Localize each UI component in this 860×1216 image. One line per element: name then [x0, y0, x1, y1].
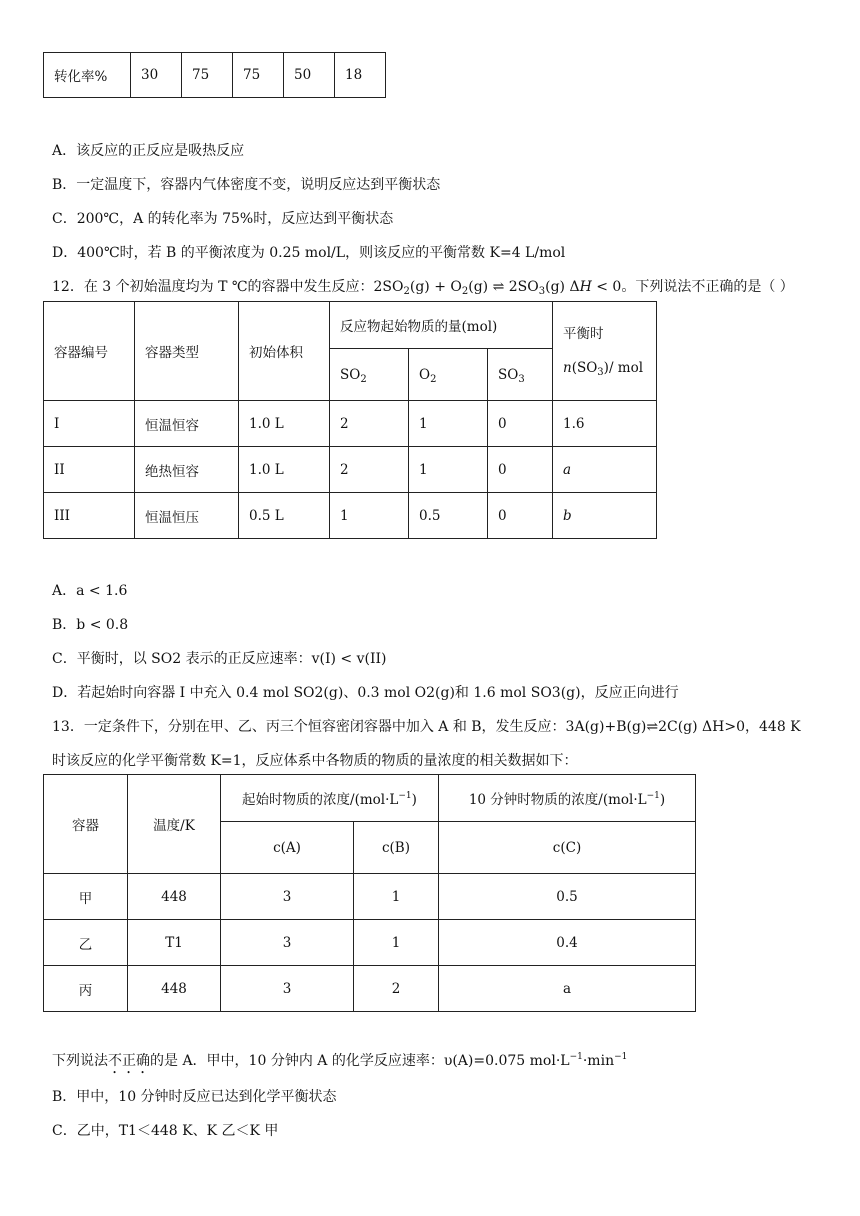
- q12-option-b: B．b < 0.8: [52, 617, 129, 633]
- header-cell: $O_2$: [409, 349, 488, 401]
- table-cell: 30: [131, 53, 182, 98]
- q13-stem-line2: 时该反应的化学平衡常数 K=1，反应体系中各物质的物质的量浓度的相关数据如下：: [52, 753, 578, 769]
- table-cell: 75: [233, 53, 284, 98]
- q13-table: [43, 774, 696, 1012]
- q11-option-d: D．400℃时，若 B 的平衡浓度为 0.25 mol/L，则该反应的平衡常数 K=4 L/mol: [52, 245, 566, 261]
- header-cell: 容器类型: [135, 302, 239, 401]
- table-row: I 恒温恒容 1.0 L 2 1 0 1.6: [44, 401, 657, 447]
- q13-option-c: C．乙中，T1＜448 K、K 乙＜K 甲: [52, 1123, 279, 1139]
- q11-option-a: A．该反应的正反应是吸热反应: [52, 143, 245, 159]
- header-cell: 容器: [44, 775, 128, 874]
- q12-table: [43, 301, 657, 539]
- table-row: 乙 T1 3 1 0.4: [44, 920, 696, 966]
- table-cell: 75: [182, 53, 233, 98]
- header-cell: 初始体积: [239, 302, 330, 401]
- q13-option-b: B．甲中，10 分钟时反应已达到化学平衡状态: [52, 1089, 337, 1105]
- conversion-table: [43, 52, 386, 98]
- q12-option-c: C．平衡时，以 SO2 表示的正反应速率：v(I) < v(II): [52, 651, 387, 667]
- table-row: II 绝热恒容 1.0 L 2 1 0 a: [44, 447, 657, 493]
- conversion-label: 转化率%: [44, 53, 131, 98]
- q11-option-c: C．200℃，A 的转化率为 75%时，反应达到平衡状态: [52, 211, 394, 227]
- q12-option-d: D．若起始时向容器 I 中充入 0.4 mol SO2(g)、0.3 mol O2(g)和 1.6 mol SO3(g)，反应正向进行: [52, 685, 679, 701]
- header-cell: 反应物起始物质的量(mol): [330, 302, 553, 349]
- table-cell: 18: [335, 53, 386, 98]
- header-cell: 平衡时 $n(SO_3)/$ mol: [553, 302, 657, 401]
- q12-stem: 12．在 3 个初始温度均为 T ℃的容器中发生反应：$2SO_2(g) + O_2(g)$ ⇌ $2SO_3(g) \Delta H < 0$。下列说法不正确的是（ ）: [52, 279, 794, 297]
- header-cell: 容器编号: [44, 302, 135, 401]
- table-cell: 50: [284, 53, 335, 98]
- q13-option-a: 下列说法不正确的是 A．甲中，10 分钟内 A 的化学反应速率：υ(A)=0.075 $mol\cdot L^{-1}\cdot\min^{-1}$: [52, 1052, 628, 1069]
- header-cell: 10 分钟时物质的浓度$/(mol\cdot L^{-1})$: [439, 775, 696, 822]
- table-row: III 恒温恒压 0.5 L 1 0.5 0 b: [44, 493, 657, 539]
- q12-option-a: A．a < 1.6: [52, 583, 128, 599]
- header-cell: $SO_3$: [488, 349, 553, 401]
- header-cell: $SO_2$: [330, 349, 409, 401]
- header-cell: c(A): [221, 822, 354, 874]
- header-cell: 起始时物质的浓度$/(mol\cdot L^{-1})$: [221, 775, 439, 822]
- header-cell: c(B): [354, 822, 439, 874]
- table-row: 丙 448 3 2 a: [44, 966, 696, 1012]
- header-cell: c(C): [439, 822, 696, 874]
- table-row: [44, 53, 386, 98]
- table-row: 甲 448 3 1 0.5: [44, 874, 696, 920]
- q11-option-b: B．一定温度下，容器内气体密度不变，说明反应达到平衡状态: [52, 177, 441, 193]
- header-cell: 温度/K: [128, 775, 221, 874]
- q13-stem-line1: 13．一定条件下，分别在甲、乙、丙三个恒容密闭容器中加入 A 和 B，发生反应：3A(g)+B(g)⇌2C(g) ΔH>0，448 K: [52, 719, 801, 735]
